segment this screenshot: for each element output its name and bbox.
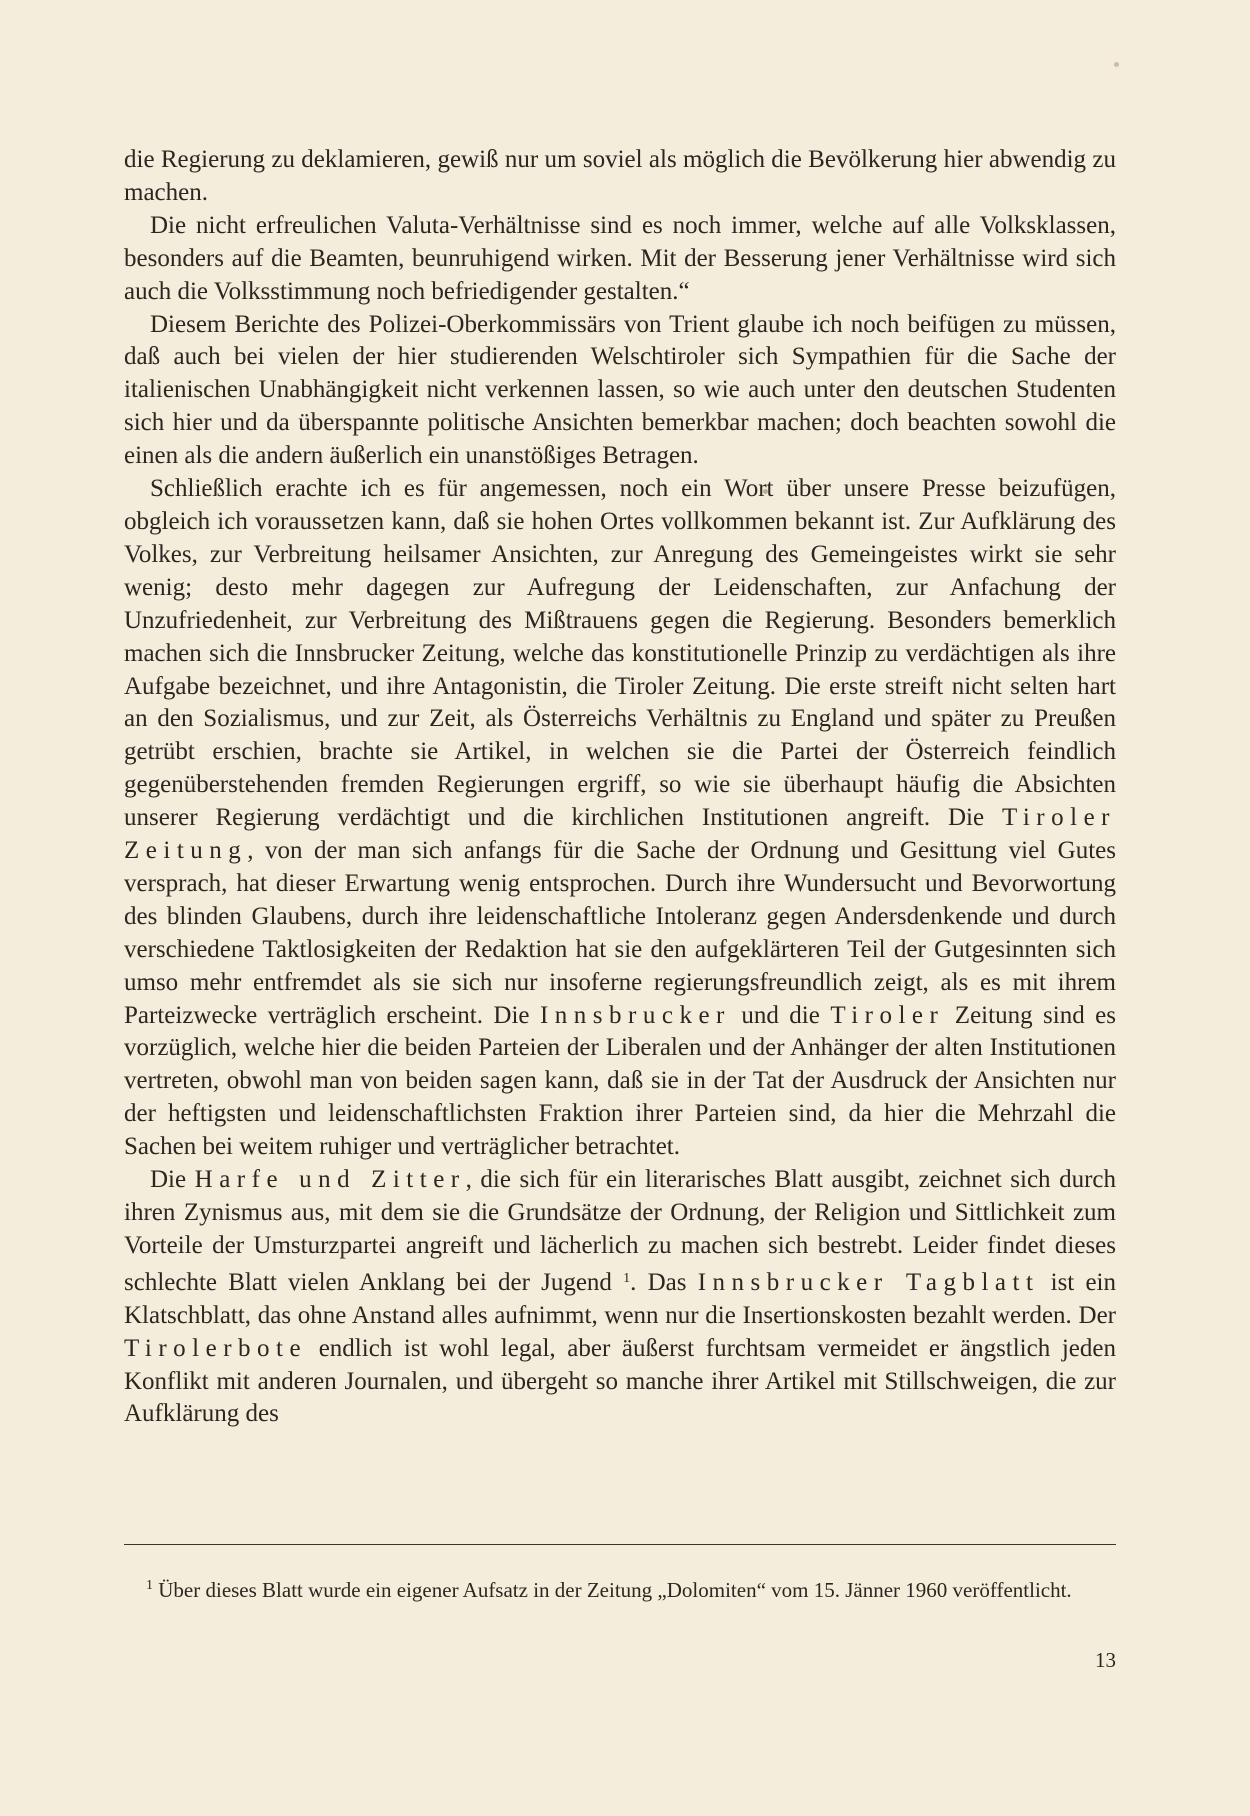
spaced-title: Innsbrucker: [539, 1001, 731, 1029]
body-text: [124, 144, 1116, 1431]
text-run: und die: [730, 1001, 831, 1029]
spaced-title: Tirolerbote: [124, 1334, 308, 1362]
spaced-title: Tiroler Zeitung: [124, 804, 1116, 865]
text-run: Zeitung sind es vorzüglich, welche hier die beiden Parteien der Liberalen und der Anhänger der alten Institutionen vertreten, obwohl man von beiden sagen kann, daß sie in der Tat der Ausdruck der Ansichten nur der heftigsten und leidenschaftlichsten Fraktion ihrer Parteien sind, da hier die Mehrzahl die Sachen bei weitem ruhiger und verträglicher betrachtet.: [124, 1001, 1116, 1161]
text-run: Schließlich erachte ich es für angemessen, noch ein Wort über unsere Presse beizufügen, obgleich ich voraussetzen kann, daß sie hohen Ortes vollkommen bekannt ist. Zur Aufklärung des Volkes, zur Verbreitung heilsamer Ansichten, zur Anregung des Gemeingeistes wirkt sie sehr wenig; desto mehr dagegen zur Aufregung der Leidenschaften, zur Anfachung der Unzufriedenheit, zur Verbreitung des Mißtrauens gegen die Regierung. Besonders bemerklich machen sich die Innsbrucker Zeitung, welche das konstitutionelle Prinzip zu verdächtigen als ihre Aufgabe bezeichnet, und ihre Antagonistin, die Tiroler Zeitung. Die erste streift nicht selten hart an den Sozialismus, und zur Zeit, als Österreichs Verhältnis zu England und später zu Preußen getrübt erschien, brachte sie Artikel, in welchen sie die Partei der Österreich feindlich gegenüberstehenden fremden Regierungen ergriff, so wie sie überhaupt häufig die Absichten unserer Regierung verdächtigt und die kirchlichen Institutionen angreift. Die: [124, 475, 1116, 832]
paragraph: [124, 309, 1116, 474]
text-run: Die nicht erfreulichen Valuta-Verhältnisse sind es noch immer, welche auf alle Volksklassen, besonders auf die Beamten, beunruhigend wirken. Mit der Besserung jener Verhältnisse wird sich auch die Volksstimmung noch befriedigender gestalten.“: [124, 211, 1116, 305]
text-run: die Regierung zu deklamieren, gewiß nur um soviel als möglich die Bevölkerung hier abwendig zu machen.: [124, 146, 1116, 206]
text-run: endlich ist wohl legal, aber äußerst furchtsam vermeidet er ängstlich jeden Konflikt mit anderen Journalen, und übergeht so manche ihrer Artikel mit Stillschweigen, die zur Aufklärung des: [124, 1334, 1116, 1428]
text-run: Diesem Berichte des Polizei-Oberkommissärs von Trient glaube ich noch beifügen zu müssen, daß auch bei vielen der hier studierenden Welschtiroler sich Sympathien für die Sache der italienischen Unabhängigkeit nicht verkennen lassen, so wie auch unter den deutschen Studenten sich hier und da überspannte politische Ansichten bemerkbar machen; doch beachten sowohl die einen als die andern äußerlich ein unanstößiges Betragen.: [124, 310, 1116, 470]
paragraph: [124, 144, 1116, 210]
text-run: , die sich für ein literarisches Blatt ausgibt, zeichnet sich durch ihren Zynismus aus, mit dem sie die Grundsätze der Ordnung, der Religion und Sittlichkeit zum Vorteile der Umsturzpartei angreift und lächerlich zu machen sich bestrebt. Leider findet dieses schlechte Blatt vielen Anklang bei der Jugend: [124, 1166, 1117, 1296]
paragraph: [124, 1164, 1116, 1431]
text-run: . Das: [630, 1268, 698, 1296]
spaced-title: Tiroler: [830, 1001, 945, 1029]
paragraph: [124, 210, 1116, 309]
footnote-text: Über dieses Blatt wurde ein eigener Aufsatz in der Zeitung „Dolomiten“ vom 15. Jänner 1960 veröffentlicht.: [158, 1578, 1072, 1602]
footnote-marker: 1: [146, 1578, 153, 1593]
paper-speck: [1114, 62, 1119, 67]
text-run: ist ein Klatschblatt, das ohne Anstand alles aufnimmt, wenn nur die Insertionskosten bezahlt werden. Der: [124, 1268, 1116, 1329]
spaced-title: Innsbrucker Tagblatt: [697, 1268, 1040, 1296]
spaced-title: Harfe und Zitter: [194, 1166, 466, 1194]
text-run: Die: [150, 1166, 195, 1194]
footnote-separator: [124, 1544, 1116, 1545]
paragraph: [124, 473, 1116, 1164]
footnote-reference: 1: [623, 1270, 631, 1286]
text-run: , von der man sich anfangs für die Sache der Ordnung und Gesittung viel Gutes versprach, hat dieser Erwartung wenig entsprochen. Durch ihre Wundersucht und Bevorwortung des blinden Glaubens, durch ihre leidenschaftliche Intoleranz gegen Andersdenkende und durch verschiedene Taktlosigkeiten der Redaktion hat sie den aufgeklärteren Teil der Gutgesinnten sich umso mehr entfremdet als sie sich nur insoferne regierungsfreundlich zeigt, als es mit ihrem Parteizwecke verträglich erscheint. Die: [124, 837, 1116, 1029]
footnote: [124, 1573, 1116, 1603]
page-number: 13: [1095, 1648, 1116, 1672]
